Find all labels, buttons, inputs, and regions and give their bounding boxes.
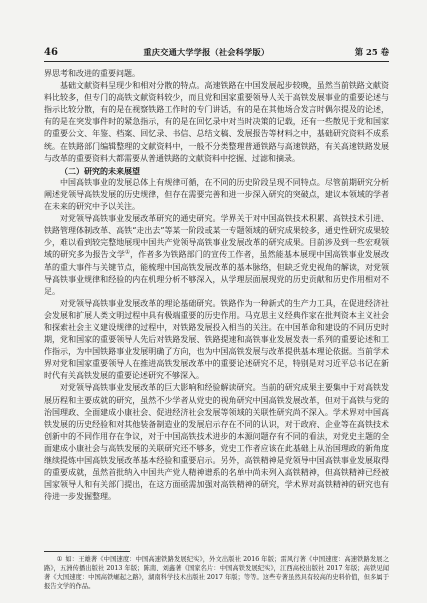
paragraph-basic-literature: 基础文献资料呈现少和相对分散的特点。高速铁路在中国发展起步较晚，虽然当前铁路文献资料比较多，但专门的高铁文献资料较少，而且党和国家重要领导人关于高铁发展事业的重要论述与指示比较分散，有的是在视察铁路工作时的专门讲话，有的是在其他场合发言时偶尔提及的论述，有的是在突发事件时的紧急指示，有的是在回忆录中对当时决策的记载，还有一些散见于党和国家的重要公文、年鉴、档案、回忆录、书信、总结文稿、发展报告等材料之中，基础研究资料不成系统。在铁路部门编辑整理的文献资料中，一般不分类整理普通铁路与高速铁路，有关高速铁路发展与改革的重要资料大都需要从普通铁路的文献资料中挖掘、过滤和摘录。 <box>44 81 389 163</box>
running-header <box>44 43 389 62</box>
footnote-marker: ① <box>56 556 63 563</box>
footnote-divider <box>44 551 130 552</box>
page-number: 46 <box>44 47 58 58</box>
footnote-text: 如：王雄著《中国速度：中国高速铁路发展纪实》，外文出版社 2016 年版；雷风行著《中国速度：高速铁路发展之路》，五洲传播出版社 2013 年版；陈南、刘鑫著《国家名片：中国高铁发展纪实》，江西高校出版社 2017 年版；高铁见闻著《大国速度：中国高铁崛起之路》，湖南科学技术出版社 2017 年版；等等。这些专著虽然具有较高的史料价值，但多属于报告文学的作品。 <box>44 556 389 590</box>
paragraph-general-history-text: 对党领导高铁事业发展改革研究的通史研究。学界关于对中国高铁技术积累、高铁技术引进、铁路管理体制改革、高铁“走出去”等某一阶段或某一专题领域的研究成果较多，通史性研究成果较少，难以看到较完整地展现中国共产党领导高铁事业发展改革的研究成果。目前涉及到一些宏观领域的研究多为报告文学 <box>44 214 389 260</box>
paragraph-theory-basis: 对党领导高铁事业发展改革的理论基础研究。铁路作为一种新式的生产力工具，在促进经济社会发展和扩展人类文明过程中具有极端重要的历史作用。马克思主义经典作家在批判资本主义社会和探索社会主义建设规律的过程中，对铁路发展投入相当的关注。在中国革命和建设的不同历史时期，党和国家的重要领导人先后对铁路发展、铁路提速和高铁事业发展发表一系列的重要论述和工作指示，为中国铁路事业发展明确了方向，也为中国高铁发展与改革提供基本理论依据。当前学术界对党和国家重要领导人在推进高铁发展改革中的重要论述研究不足，特别是对习近平总书记在新时代有关高铁发展的重要论述研究不够深入。 <box>44 298 389 381</box>
footnote <box>44 555 389 591</box>
continued-paragraph: 界思考和改进的重要问题。 <box>44 69 140 78</box>
paragraph-outlook-intro: 中国高铁事业的发展总体上有规律可循，在不同的历史阶段呈现不同特点。尽管前期研究分析阐述党领导高铁发展的历史规律，但存在需要完善和进一步深入研究的突破点，建议本领域的学者在未来的研究中予以关注。 <box>44 177 389 212</box>
footnote-reference-marker: ① <box>124 249 130 256</box>
paragraph-general-history-text-cont: ，作者多为铁路部门的宣传工作者，虽然能基本展现中国高铁事业发展改革的重大事件与关键节点，能梳理中国高铁发展改革的基本脉络，但缺乏党史视角的解读，对党领导高铁事业规律和经验的内在机理分析不够深入，从学理层面展现党的历史贡献和历史作用相对不足。 <box>44 250 389 296</box>
body-text <box>44 68 389 503</box>
paragraph-impact-experience: 对党领导高铁事业发展改革的巨大影响和经验解读研究。当前的研究成果主要集中于对高铁发展历程和主要成就的研究，虽然不少学者从党史的视角研究中国高铁发展改革，但对于高铁与党的治国理政、全面建成小康社会、促进经济社会发展等领域的关联性研究尚不深入。学术界对中国高铁发展的历史经验和对其他装备制造业的发展启示存在不同的认识，对于政府、企业等在高铁技术创新中的不同作用存在争议，对于中国高铁技术进步的本源问题存有不同的看法，对党史主题的全面建成小康社会与高铁发展的关联研究还不够多，党史工作者应该在此基础上从治国理政的新角度继续提炼中国高铁发展改革基本经验和重要启示。另外，高铁精神是党领导中国高铁事业发展取得的重要成就，虽然首批纳入中国共产党人精神谱系的名单中尚未列入高铁精神，但高铁精神已经被国家领导人和有关部门提出，在这方面亟需加强对高铁精神的研究，学术界对高铁精神的研究也有待进一步发掘整理。 <box>44 383 389 502</box>
volume-label: 第 25 卷 <box>354 47 389 57</box>
paragraph-general-history <box>44 213 389 298</box>
section-heading: （二）研究的未来展望 <box>60 165 140 176</box>
journal-title: 重庆交通大学学报（社会科学版） <box>143 47 270 57</box>
